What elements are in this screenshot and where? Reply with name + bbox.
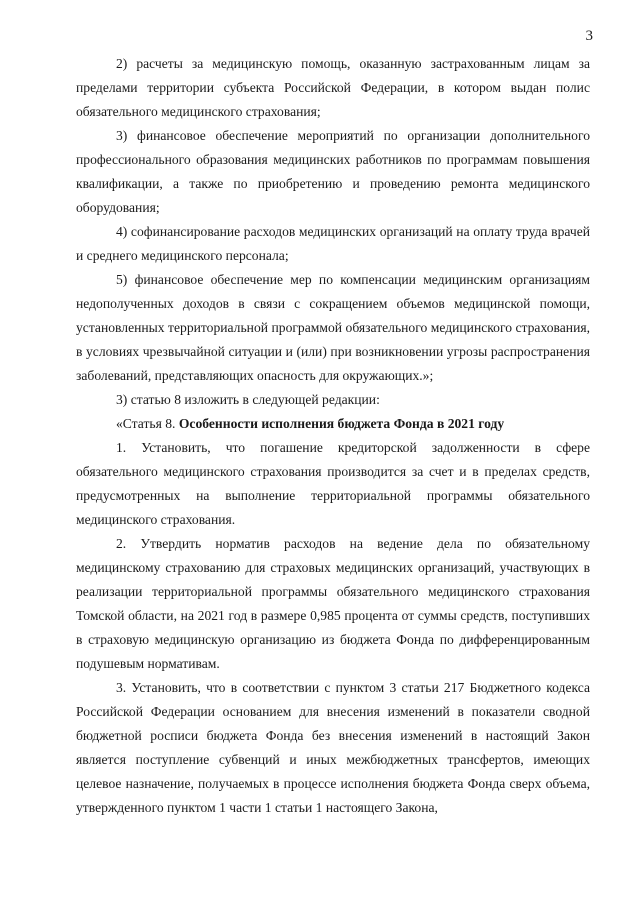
paragraph-amendment-article-8: 3) статью 8 изложить в следующей редакции: bbox=[116, 392, 380, 407]
article-clause-3: 3. Установить, что в соответствии с пунктом 3 статьи 217 Бюджетного кодекса Российской Федерации основанием для внесения изменений в показатели сводной бюджетной росписи бюджета Фонда без внесения изменений в настоящий Закон является поступление субвенций и иных межбюджетных трансфертов, имеющих целевое назначение, получаемых в процессе исполнения бюджета Фонда сверх объема, утвержденного пунктом 1 части 1 статьи 1 настоящего Закона, bbox=[76, 680, 590, 815]
page-number: 3 bbox=[585, 28, 593, 44]
document-body bbox=[76, 52, 590, 820]
paragraph-item-2: 2) расчеты за медицинскую помощь, оказанную застрахованным лицам за пределами территории субъекта Российской Федерации, в котором выдан полис обязательного медицинского страхования; bbox=[76, 56, 590, 119]
paragraph-item-5: 5) финансовое обеспечение мер по компенсации медицинским организациям недополученных доходов в связи с сокращением объемов медицинской помощи, установленных территориальной программой обязательного медицинского страхования, в условиях чрезвычайной ситуации и (или) при возникновении угрозы распространения заболеваний, представляющих опасность для окружающих.»; bbox=[76, 272, 590, 383]
article-clause-1: 1. Установить, что погашение кредиторской задолженности в сфере обязательного медицинского страхования производится за счет и в пределах средств, предусмотренных на выполнение территориальной программы обязательного медицинского страхования. bbox=[76, 440, 590, 527]
article-clause-2: 2. Утвердить норматив расходов на ведение дела по обязательному медицинскому страхованию для страховых медицинских организаций, участвующих в реализации территориальной программы обязательного медицинского страхования Томской области, на 2021 год в размере 0,985 процента от суммы средств, поступивших в страховую медицинскую организацию из бюджета Фонда по дифференцированным подушевым нормативам. bbox=[76, 536, 590, 671]
article-prefix: «Статья 8. bbox=[116, 416, 179, 431]
paragraph-item-4: 4) софинансирование расходов медицинских организаций на оплату труда врачей и среднего медицинского персонала; bbox=[76, 224, 590, 263]
article-title: Особенности исполнения бюджета Фонда в 2021 году bbox=[178, 416, 505, 431]
article-heading bbox=[76, 412, 590, 436]
paragraph-item-3: 3) финансовое обеспечение мероприятий по организации дополнительного профессионального образования медицинских работников по программам повышения квалификации, а также по приобретению и проведению ремонта медицинского оборудования; bbox=[76, 128, 590, 215]
